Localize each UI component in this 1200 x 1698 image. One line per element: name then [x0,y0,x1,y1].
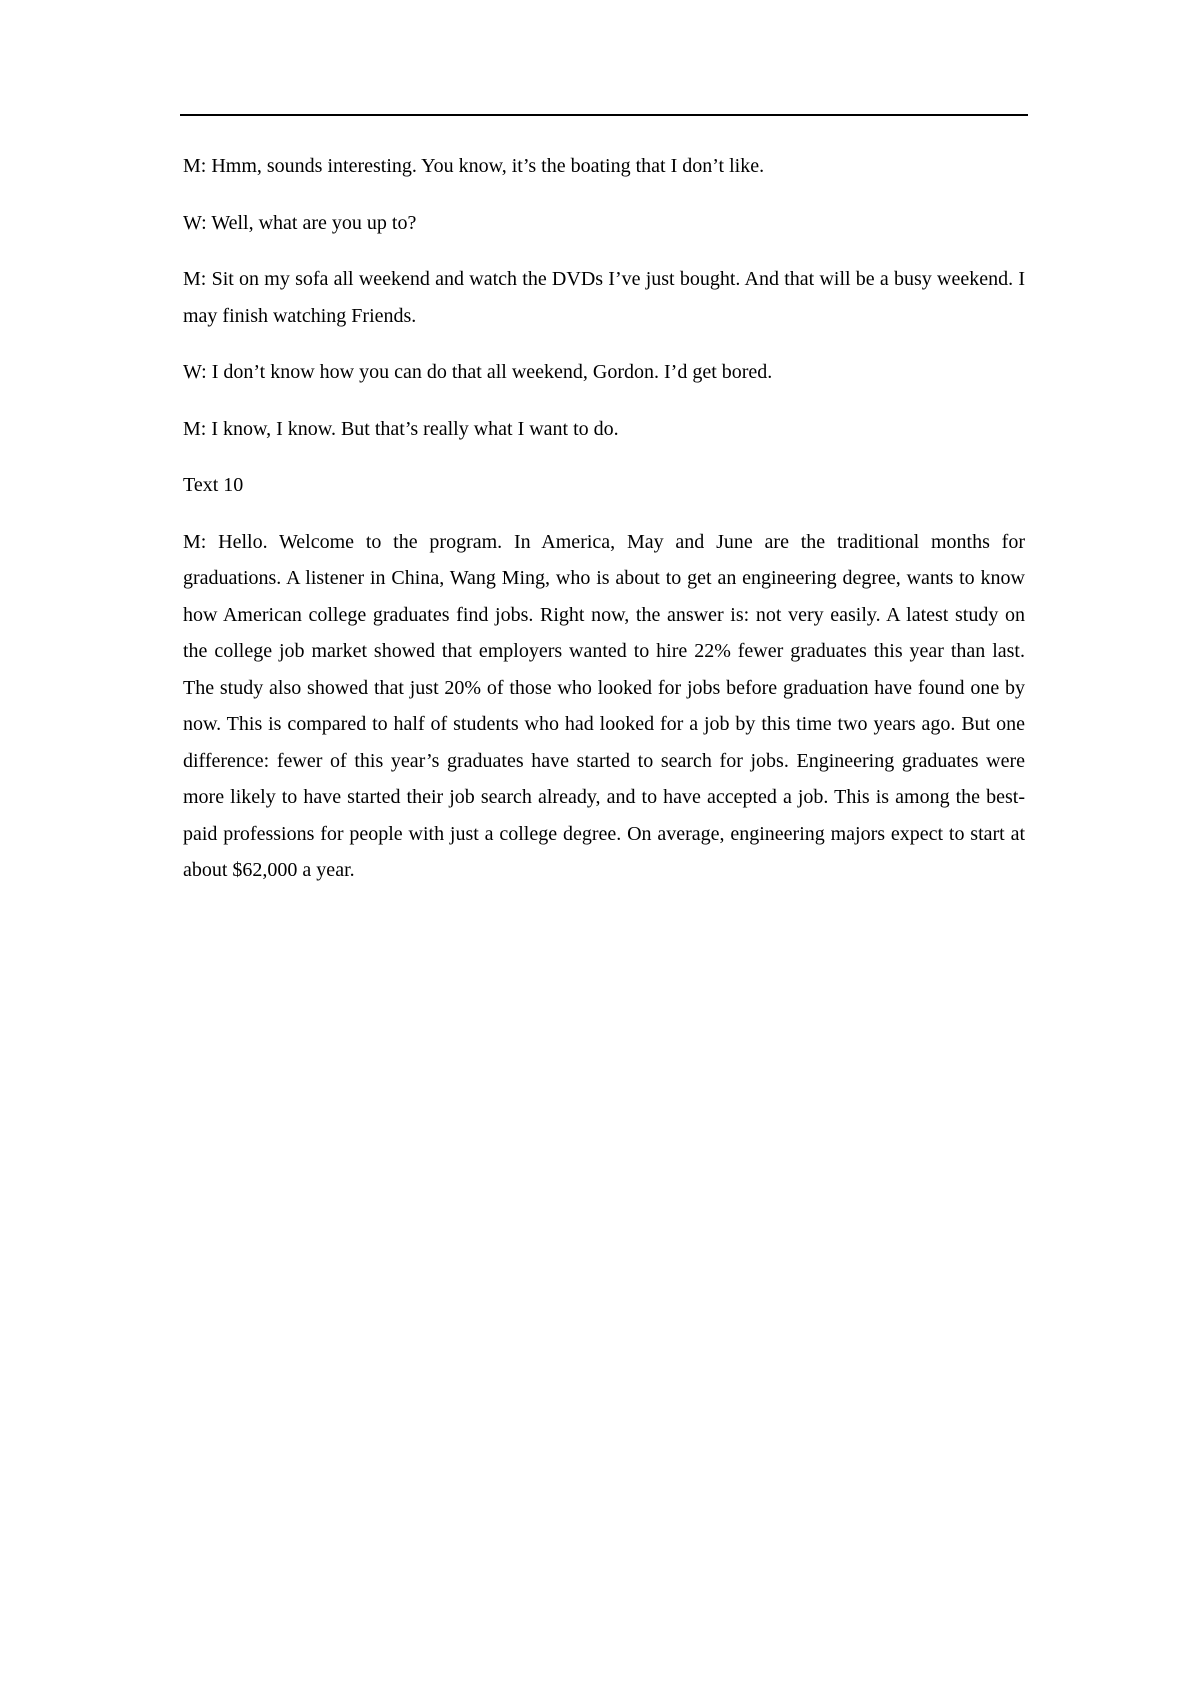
dialogue-line: M: I know, I know. But that’s really what I want to do. [183,417,619,440]
header-rule [180,114,1028,116]
dialogue-line: W: I don’t know how you can do that all weekend, Gordon. I’d get bored. [183,361,773,383]
section-heading: Text 10 [183,474,244,496]
dialogue-line: W: Well, what are you up to? [183,211,417,234]
dialogue-line: M: Sit on my sofa all weekend and watch the DVDs I’ve just bought. And that will be a busy weekend. I may finish watching Friends. [183,268,1025,327]
dialogue-line: M: Hmm, sounds interesting. You know, it’s the boating that I don’t like. [183,155,765,177]
document-body [183,148,1025,909]
monologue-paragraph: M: Hello. Welcome to the program. In America, May and June are the traditional months for graduations. A listener in China, Wang Ming, who is about to get an engineering degree, wants to know how American college graduates find jobs. Right now, the answer is: not very easily. A latest study on the college job market showed that employers wanted to hire 22% fewer graduates this year than last. The study also showed that just 20% of those who looked for jobs before graduation have found one by now. This is compared to half of students who had looked for a job by this time two years ago. But one difference: fewer of this year’s graduates have started to search for jobs. Engineering graduates were more likely to have started their job search already, and to have accepted a job. This is among the best-paid professions for people with just a college degree. On average, engineering majors expect to start at about $62,000 a year. [183,530,1025,881]
